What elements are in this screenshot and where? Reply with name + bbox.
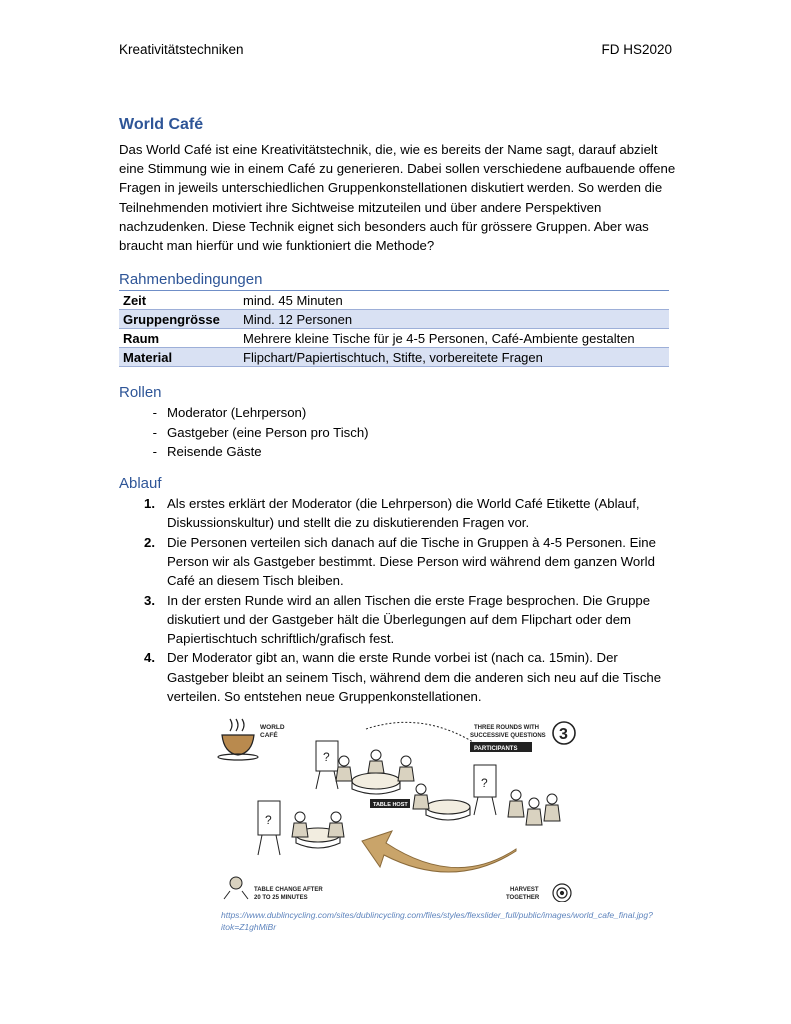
rahmen-heading: Rahmenbedingungen xyxy=(119,271,263,289)
table-key: Raum xyxy=(119,329,239,348)
harvest-label-2: TOGETHER xyxy=(506,895,540,901)
list-dash: - xyxy=(152,443,157,459)
participants-label: PARTICIPANTS xyxy=(474,746,518,752)
question-mark: ? xyxy=(265,813,272,827)
step-item xyxy=(119,591,679,649)
three-rounds-label-1: THREE ROUNDS WITH xyxy=(474,725,539,731)
page-title: World Café xyxy=(119,116,204,133)
intro-paragraph: Das World Café ist eine Kreativitätstechnik, die, wie es bereits der Name sagt, darauf abzielt eine Stimmung wie in einem Café zu generieren. Dabei sollen verschiedene aufbauende offene Fragen in jeweils unterschiedlichen Gruppenkonstellationen diskutiert werden. So werden die Teilnehmenden motiviert ihre Sichtweise mitzuteilen und über andere Perspektiven nachzudenken. Diese Technik eignet sich besonders auch für grössere Gruppen. Aber was braucht man hierfür und wie funktioniert die Methode? xyxy=(119,142,676,254)
table-row xyxy=(119,291,669,310)
cafe-table-icon xyxy=(352,773,400,794)
round-number: 3 xyxy=(559,726,568,743)
table-change-arrow xyxy=(362,831,516,872)
rollen-heading: Rollen xyxy=(119,384,162,402)
ablauf-steps xyxy=(119,494,679,706)
step-text: Der Moderator gibt an, wann die erste Runde vorbei ist (nach ca. 15min). Der Gastgeber bleibt an seinem Tisch, während dem die anderen sich neu auf die Tische verteilen. So entstehen neue Gruppenkonstellationen. xyxy=(167,650,662,705)
step-number: 3. xyxy=(144,592,155,608)
list-item xyxy=(119,423,679,442)
rollen-section xyxy=(119,384,679,461)
cafe-table-icon xyxy=(426,800,470,820)
step-number: 2. xyxy=(144,534,155,550)
cafe-cup-icon xyxy=(218,719,258,760)
flipchart-icon xyxy=(258,801,280,855)
flipchart-icon xyxy=(474,765,496,815)
table-value: Flipchart/Papiertischtuch, Stifte, vorbereitete Fragen xyxy=(239,348,669,367)
world-cafe-label-2: CAFÉ xyxy=(260,732,278,739)
world-cafe-illustration xyxy=(216,709,594,902)
rahmen-table xyxy=(119,290,669,367)
list-item-text: Moderator (Lehrperson) xyxy=(167,405,307,421)
table-row xyxy=(119,348,669,367)
harvest-label-1: HARVEST xyxy=(510,887,539,893)
ablauf-heading: Ablauf xyxy=(119,475,162,493)
step-item xyxy=(119,533,679,591)
document-body xyxy=(119,116,679,706)
question-mark: ? xyxy=(323,750,330,764)
step-number: 4. xyxy=(144,650,155,666)
flipchart-icon xyxy=(316,741,338,789)
table-value: mind. 45 Minuten xyxy=(239,291,669,310)
list-dash: - xyxy=(152,424,157,440)
table-row xyxy=(119,329,669,348)
list-item-text: Reisende Gäste xyxy=(167,443,262,459)
page-header-right: FD HS2020 xyxy=(601,42,672,57)
table-key: Gruppengrösse xyxy=(119,310,239,329)
image-caption: https://www.dublincycling.com/sites/dublincycling.com/files/styles/flexslider_full/public/images/world_cafe_final.jpg?itok=Z1ghMiBr xyxy=(221,910,653,932)
page-header-left: Kreativitätstechniken xyxy=(119,42,244,57)
harvest-target-icon xyxy=(553,884,571,902)
step-item xyxy=(119,494,679,533)
step-number: 1. xyxy=(144,496,155,512)
rahmen-section xyxy=(119,271,679,367)
clock-icon xyxy=(224,877,248,899)
table-value: Mehrere kleine Tische für je 4-5 Personen, Café-Ambiente gestalten xyxy=(239,329,669,348)
table-key: Zeit xyxy=(119,291,239,310)
step-item xyxy=(119,648,679,706)
ablauf-section xyxy=(119,475,679,706)
step-text: Die Personen verteilen sich danach auf die Tische in Gruppen à 4-5 Personen. Eine Person wir als Gastgeber bestimmt. Diese Person wird während dem ganzen World Café an diesem Tisch bleiben. xyxy=(167,534,656,589)
question-mark: ? xyxy=(481,776,488,790)
list-item xyxy=(119,403,679,422)
list-dash: - xyxy=(152,405,157,421)
table-value: Mind. 12 Personen xyxy=(239,310,669,329)
table-key: Material xyxy=(119,348,239,367)
rotation-arrow xyxy=(366,722,484,749)
three-rounds-label-2: SUCCESSIVE QUESTIONS xyxy=(470,733,546,739)
rollen-list xyxy=(119,403,679,461)
list-item xyxy=(119,442,679,461)
list-item-text: Gastgeber (eine Person pro Tisch) xyxy=(167,424,369,440)
table-row xyxy=(119,310,669,329)
step-text: Als erstes erklärt der Moderator (die Lehrperson) die World Café Etikette (Ablauf, Diskussionskultur) und stellt die zu diskutierenden Fragen vor. xyxy=(167,496,640,531)
table-change-label-1: TABLE CHANGE AFTER xyxy=(254,887,323,893)
world-cafe-label-1: WORLD xyxy=(260,724,285,731)
step-text: In der ersten Runde wird an allen Tischen die erste Frage besprochen. Die Gruppe diskutiert und der Gastgeber hält die Überlegungen auf dem Flipchart oder dem Papiertischtuch schriftlich/grafisch fest. xyxy=(167,592,651,647)
table-change-label-2: 20 TO 25 MINUTES xyxy=(254,895,308,901)
table-host-label: TABLE HOST xyxy=(373,802,408,808)
